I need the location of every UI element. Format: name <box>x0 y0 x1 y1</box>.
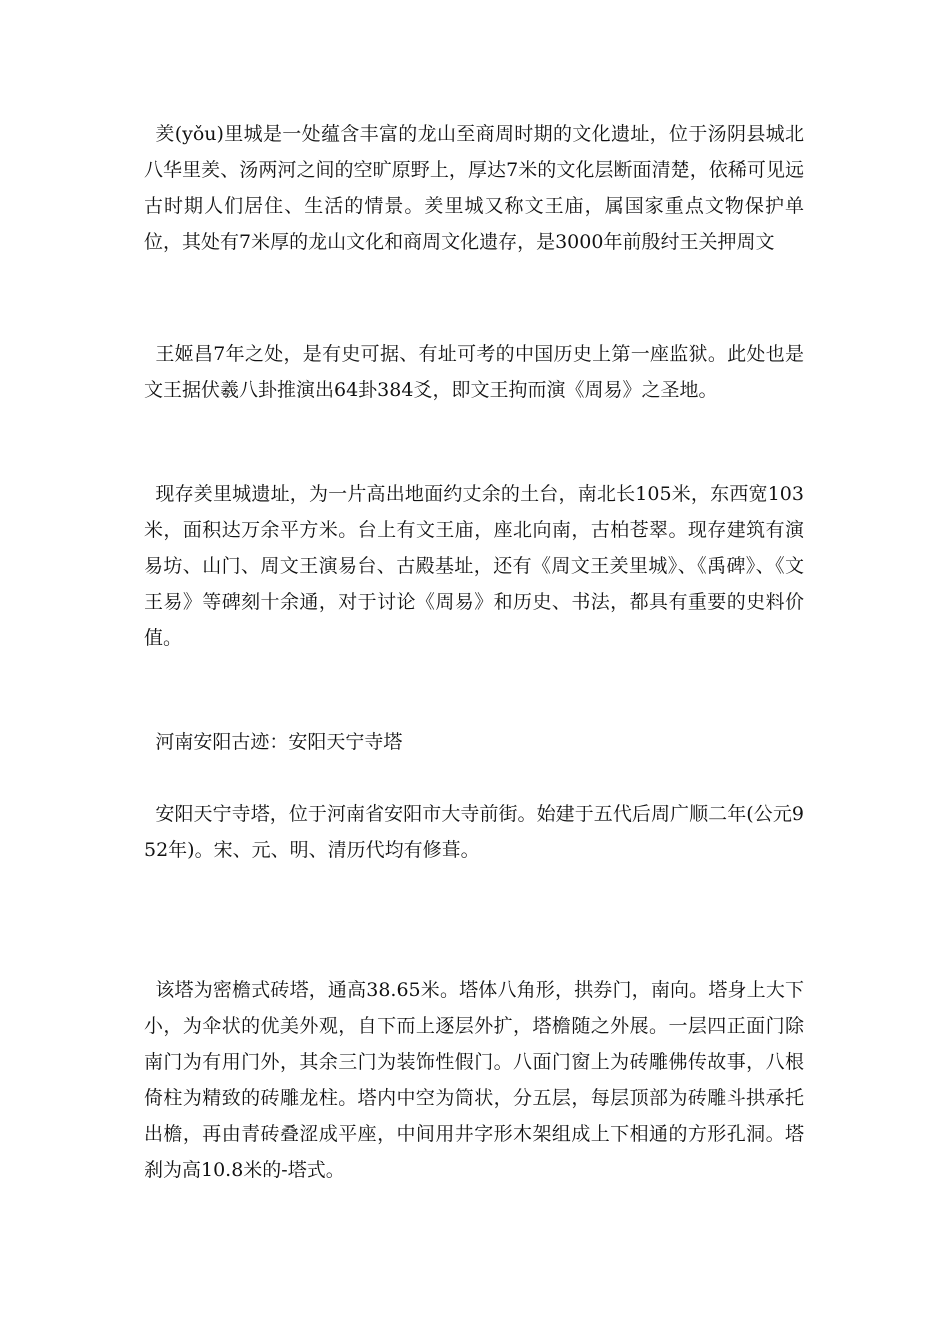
paragraph-tianning-location: 安阳天宁寺塔，位于河南省安阳市大寺前街。始建于五代后周广顺二年(公元952年)。宋、元、明、清历代均有修葺。 <box>144 803 804 861</box>
paragraph-youli-prison: 王姬昌7年之处，是有史可据、有址可考的中国历史上第一座监狱。此处也是文王据伏羲八卦推演出64卦384爻，即文王拘而演《周易》之圣地。 <box>144 343 804 401</box>
section-heading-tianning-pagoda: 河南安阳古迹：安阳天宁寺塔 <box>155 731 403 753</box>
paragraph-youli-site: 现存羑里城遗址，为一片高出地面约丈余的土台，南北长105米，东西宽103米，面积达万余平方米。台上有文王庙，座北向南，古柏苍翠。现存建筑有演易坊、山门、周文王演易台、古殿基址，还有《周文王羑里城》、《禹碑》、《文王易》等碑刻十余通，对于讨论《周易》和历史、书法，都具有重要的史料价值。 <box>144 483 804 649</box>
paragraph-tianning-structure: 该塔为密檐式砖塔，通高38.65米。塔体八角形，拱券门，南向。塔身上大下小，为伞状的优美外观，自下而上逐层外扩，塔檐随之外展。一层四正面门除南门为有用门外，其余三门为装饰性假门。八面门窗上为砖雕佛传故事，八根倚柱为精致的砖雕龙柱。塔内中空为筒状，分五层，每层顶部为砖雕斗拱承托出檐，再由青砖叠涩成平座，中间用井字形木架组成上下相通的方形孔洞。塔刹为高10.8米的-塔式。 <box>144 979 804 1181</box>
paragraph-youli-city-intro: 羑(yǒu)里城是一处蕴含丰富的龙山至商周时期的文化遗址，位于汤阴县城北八华里羑、汤两河之间的空旷原野上，厚达7米的文化层断面清楚，依稀可见远古时期人们居住、生活的情景。羑里城又称文王庙，属国家重点文物保护单位，其处有7米厚的龙山文化和商周文化遗存，是3000年前殷纣王关押周文 <box>144 123 804 253</box>
